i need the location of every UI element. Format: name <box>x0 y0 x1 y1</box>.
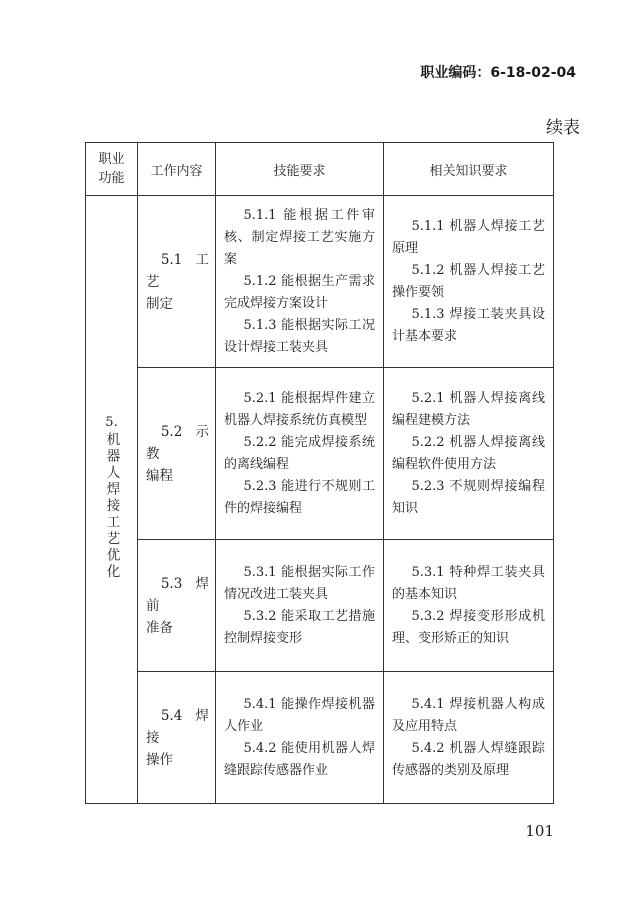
skill-item: 5.2.1 能根据焊件建立机器人焊接系统仿真模型 <box>224 390 375 428</box>
knowledge-item: 5.1.3 焊接工装夹具设计基本要求 <box>392 306 545 344</box>
continued-label: 续表 <box>546 118 580 138</box>
task-cell: 5.3 焊前 准备 <box>138 540 216 672</box>
column-header-skills: 技能要求 <box>216 143 384 196</box>
skill-item: 5.1.1 能根据工件审核、制定焊接工艺实施方案 <box>224 207 375 267</box>
table-row <box>86 196 554 368</box>
knowledge-item: 5.2.2 机器人焊接离线编程软件使用方法 <box>392 434 545 472</box>
knowledge-item: 5.1.1 机器人焊接工艺原理 <box>392 218 545 256</box>
skill-item: 5.3.2 能采取工艺措施控制焊接变形 <box>224 608 375 646</box>
knowledge-item: 5.2.3 不规则焊接编程知识 <box>392 478 545 516</box>
knowledge-cell <box>384 196 554 368</box>
knowledge-cell <box>384 672 554 804</box>
task-cell: 5.2 示教 编程 <box>138 368 216 540</box>
skill-item: 5.1.3 能根据实际工况设计焊接工装夹具 <box>224 317 375 355</box>
skill-item: 5.3.1 能根据实际工作情况改进工装夹具 <box>224 564 375 602</box>
table-row <box>86 540 554 672</box>
knowledge-item: 5.4.2 机器人焊缝跟踪传感器的类别及原理 <box>392 740 545 778</box>
knowledge-item: 5.1.2 机器人焊接工艺操作要领 <box>392 262 545 300</box>
column-header-task: 工作内容 <box>138 143 216 196</box>
skills-cell <box>216 368 384 540</box>
skills-cell <box>216 540 384 672</box>
table-row <box>86 368 554 540</box>
page-number: 101 <box>525 822 554 840</box>
function-name: 机器人焊接工艺优化 <box>103 431 120 581</box>
skill-item: 5.2.3 能进行不规则工件的焊接编程 <box>224 478 375 516</box>
column-header-knowledge: 相关知识要求 <box>384 143 554 196</box>
table-row <box>86 672 554 804</box>
column-header-function: 职业功能 <box>86 143 138 196</box>
knowledge-item: 5.2.1 机器人焊接离线编程建模方法 <box>392 390 545 428</box>
skill-item: 5.2.2 能完成焊接系统的离线编程 <box>224 434 375 472</box>
occupation-skills-table <box>85 142 554 804</box>
function-number: 5. <box>105 414 118 430</box>
occupation-code: 职业编码：6-18-02-04 <box>420 65 576 81</box>
skills-cell <box>216 196 384 368</box>
task-cell: 5.4 焊接 操作 <box>138 672 216 804</box>
skill-item: 5.4.2 能使用机器人焊缝跟踪传感器作业 <box>224 740 375 778</box>
task-cell: 5.1 工艺 制定 <box>138 196 216 368</box>
function-cell <box>86 196 138 804</box>
table-header-row <box>86 143 554 196</box>
knowledge-item: 5.3.1 特种焊工装夹具的基本知识 <box>392 564 545 602</box>
knowledge-cell <box>384 540 554 672</box>
skill-item: 5.4.1 能操作焊接机器人作业 <box>224 696 375 734</box>
knowledge-item: 5.3.2 焊接变形形成机理、变形矫正的知识 <box>392 608 545 646</box>
skills-cell <box>216 672 384 804</box>
knowledge-item: 5.4.1 焊接机器人构成及应用特点 <box>392 696 545 734</box>
skill-item: 5.1.2 能根据生产需求完成焊接方案设计 <box>224 273 375 311</box>
knowledge-cell <box>384 368 554 540</box>
